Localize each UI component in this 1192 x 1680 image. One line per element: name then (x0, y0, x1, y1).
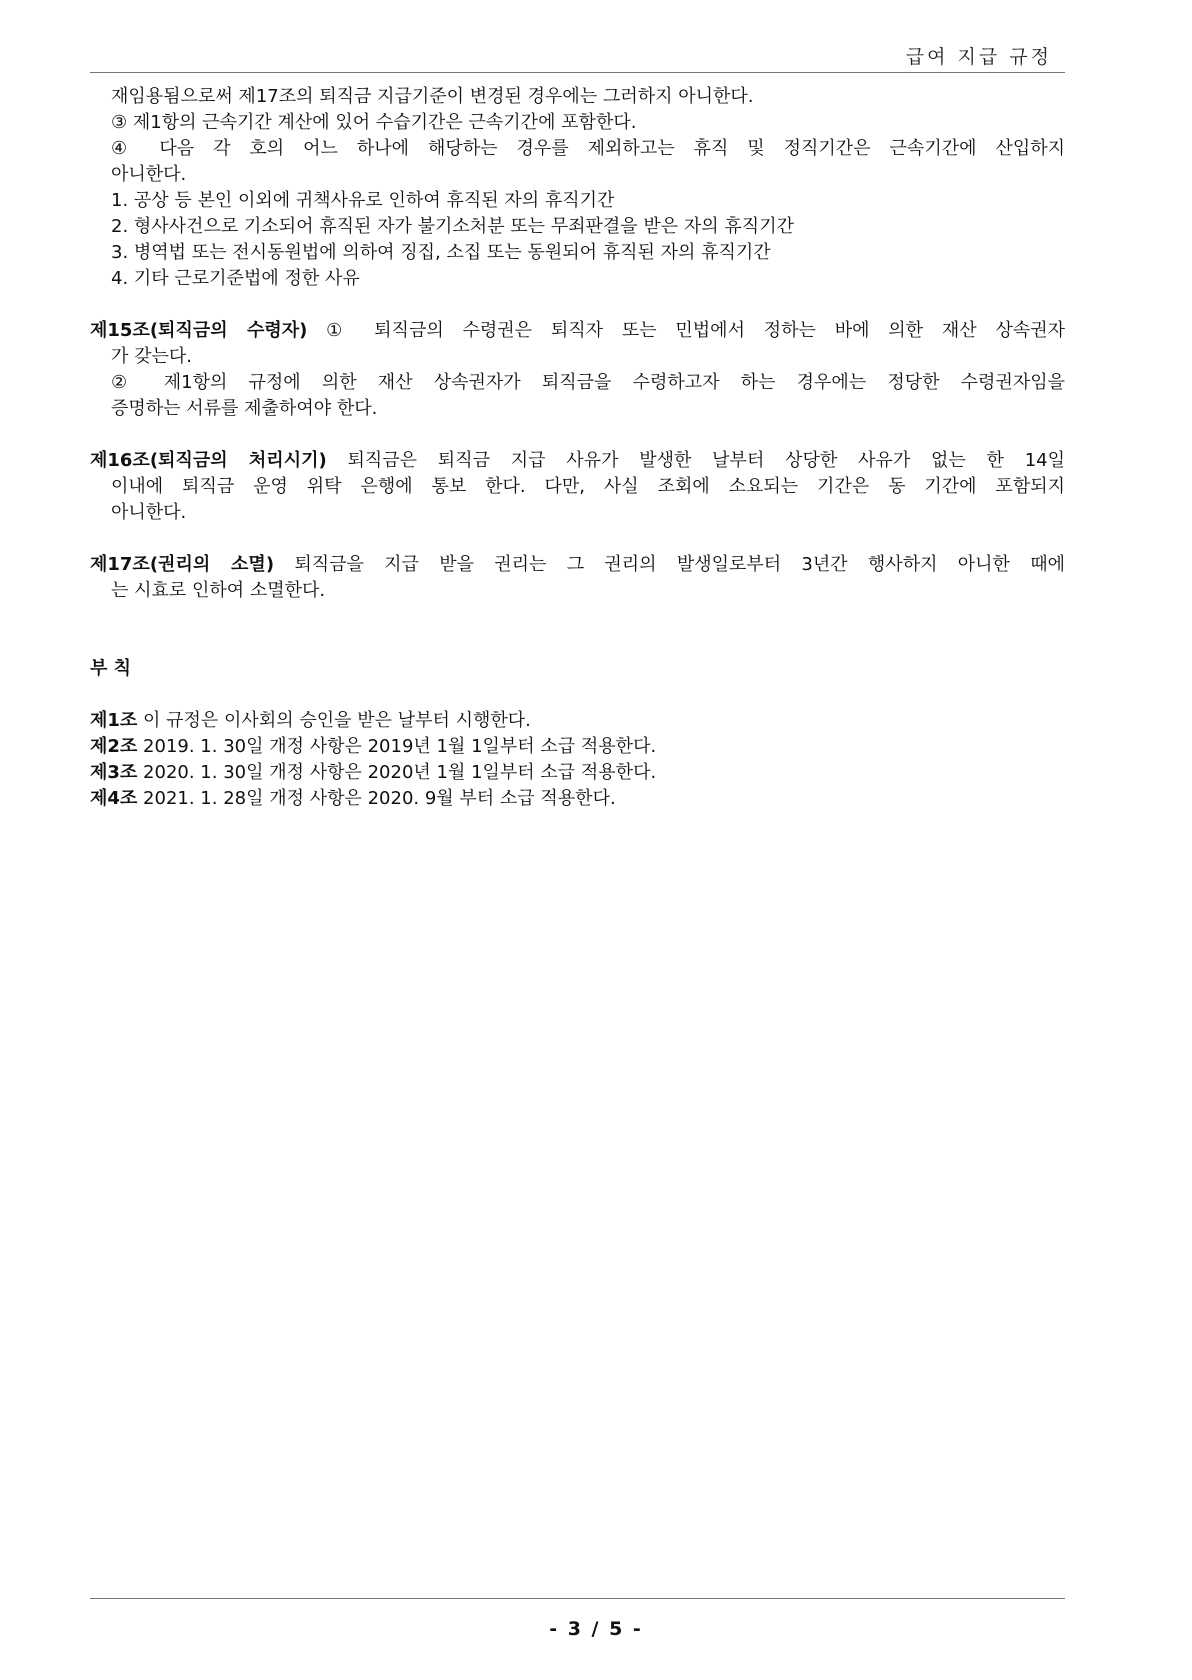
article-17-title: 제17조(권리의 소멸) (90, 554, 275, 575)
continuation-line: ③ 제1항의 근속기간 계산에 있어 수습기간은 근속기간에 포함한다. (111, 112, 637, 133)
addenda-text: 2021. 1. 28일 개정 사항은 2020. 9월 부터 소급 적용한다. (143, 788, 616, 809)
continuation-line: 4. 기타 근로기준법에 정한 사유 (111, 268, 360, 289)
article-16-line: 이내에 퇴직금 운영 위탁 은행에 통보 한다. 다만, 사실 조회에 소요되는 기간은 동 기간에 포함되지 (111, 476, 1065, 497)
article-17-line: 는 시효로 인하여 소멸한다. (111, 580, 326, 601)
article-17-text: 퇴직금을 지급 받을 권리는 그 권리의 발생일로부터 3년간 행사하지 아니한 때에 (294, 554, 1065, 575)
continuation-line: 2. 형사사건으로 기소되어 휴직된 자가 불기소처분 또는 무죄판결을 받은 자의 휴직기간 (111, 216, 794, 237)
addenda-label: 제2조 (90, 736, 138, 757)
page-number: - 3 / 5 - (549, 1618, 643, 1640)
article-17-line (90, 552, 1065, 578)
spacer (90, 292, 1065, 318)
article-15-line: 증명하는 서류를 제출하여야 한다. (111, 398, 378, 419)
footer-divider (90, 1598, 1065, 1599)
article-15-text: ① 퇴직금의 수령권은 퇴직자 또는 민법에서 정하는 바에 의한 재산 상속권자 (326, 320, 1065, 341)
header-title: 급여 지급 규정 (905, 46, 1052, 68)
addenda-item (90, 708, 1065, 734)
spacer (90, 604, 1065, 656)
addenda-item (90, 786, 1065, 812)
addenda-label: 제3조 (90, 762, 138, 783)
article-15-line: ② 제1항의 규정에 의한 재산 상속권자가 퇴직금을 수령하고자 하는 경우에는 정당한 수령권자임을 (111, 372, 1065, 393)
continuation-line: 아니한다. (111, 164, 187, 185)
continuation-line: 1. 공상 등 본인 이외에 귀책사유로 인하여 휴직된 자의 휴직기간 (111, 190, 615, 211)
article-16-line: 아니한다. (111, 502, 187, 523)
addenda-text: 2019. 1. 30일 개정 사항은 2019년 1월 1일부터 소급 적용한다. (143, 736, 657, 757)
article-16-title: 제16조(퇴직금의 처리시기) (90, 450, 327, 471)
continuation-line: ④ 다음 각 호의 어느 하나에 해당하는 경우를 제외하고는 휴직 및 정직기간은 근속기간에 산입하지 (111, 138, 1065, 159)
article-15-title: 제15조(퇴직금의 수령자) (90, 320, 308, 341)
continuation-line: 재임용됨으로써 제17조의 퇴직금 지급기준이 변경된 경우에는 그러하지 아니한다. (111, 86, 754, 107)
spacer (90, 526, 1065, 552)
article-16-text: 퇴직금은 퇴직금 지급 사유가 발생한 날부터 상당한 사유가 없는 한 14일 (347, 450, 1065, 471)
article-15-line (90, 318, 1065, 344)
continuation-line: 3. 병역법 또는 전시동원법에 의하여 징집, 소집 또는 동원되어 휴직된 자의 휴직기간 (111, 242, 771, 263)
spacer (90, 422, 1065, 448)
article-15-line: 가 갖는다. (111, 346, 192, 367)
addenda-heading: 부 칙 (90, 658, 132, 679)
spacer (90, 682, 1065, 708)
document-body (90, 84, 1065, 812)
addenda-label: 제1조 (90, 710, 138, 731)
addenda-item (90, 734, 1065, 760)
addenda-item (90, 760, 1065, 786)
article-16-line (90, 448, 1065, 474)
header-divider (90, 72, 1065, 73)
addenda-text: 2020. 1. 30일 개정 사항은 2020년 1월 1일부터 소급 적용한다. (143, 762, 657, 783)
addenda-label: 제4조 (90, 788, 138, 809)
addenda-text: 이 규정은 이사회의 승인을 받은 날부터 시행한다. (143, 710, 531, 731)
